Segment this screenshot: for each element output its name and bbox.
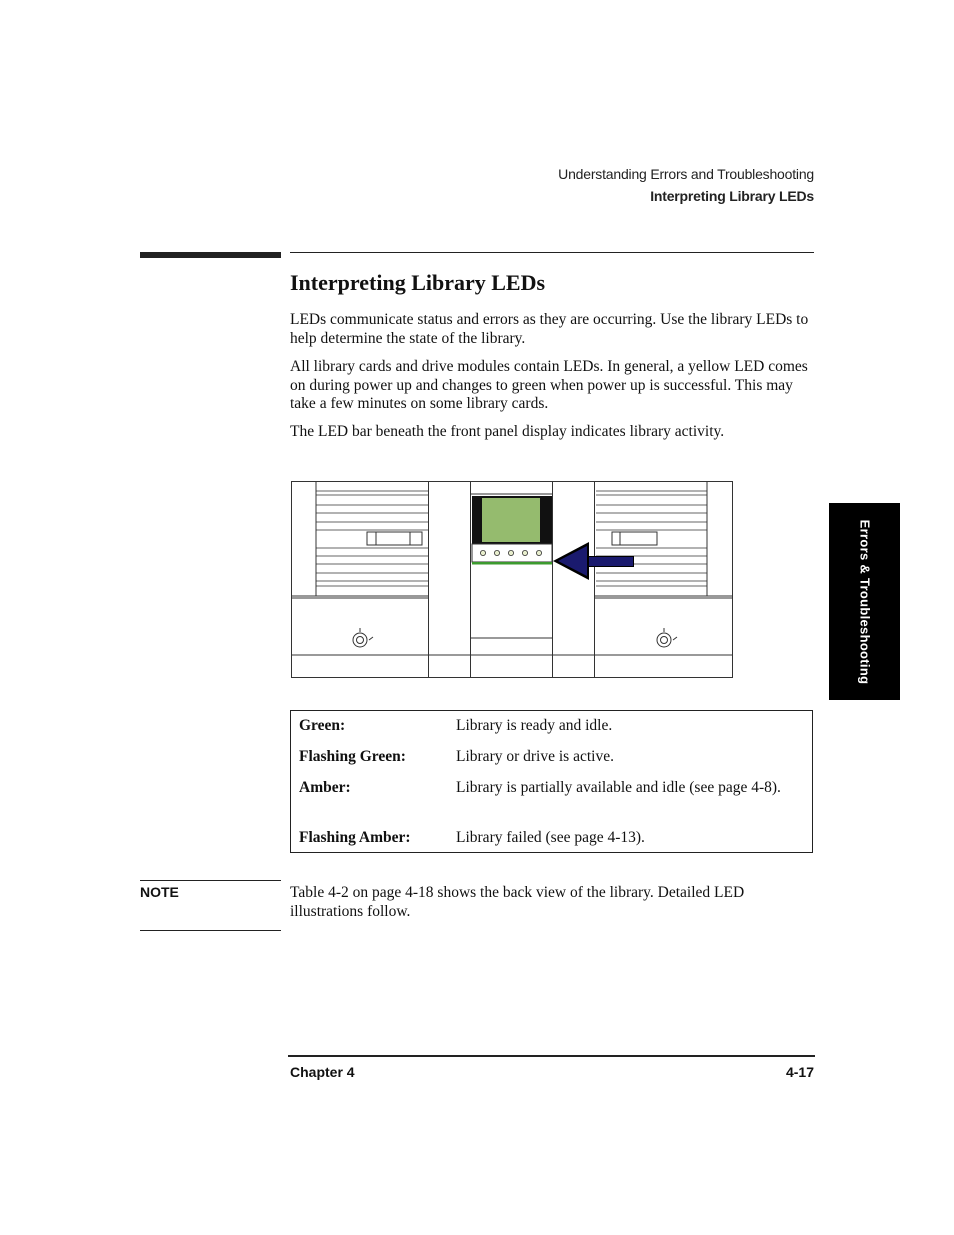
front-panel-display bbox=[482, 498, 540, 542]
note-label: NOTE bbox=[140, 884, 179, 900]
side-tab-label: Errors & Troubleshooting bbox=[857, 519, 872, 684]
running-header-section: Interpreting Library LEDs bbox=[650, 188, 814, 204]
note-rule-bottom bbox=[140, 930, 281, 931]
chapter-side-tab bbox=[829, 503, 900, 700]
section-rule-thick bbox=[140, 252, 281, 258]
led-state-description: Library or drive is active. bbox=[456, 748, 614, 765]
led-status-table bbox=[290, 710, 813, 853]
library-front-illustration bbox=[290, 480, 735, 680]
led-state-description: Library failed (see page 4-13). bbox=[456, 829, 645, 846]
section-rule-thin bbox=[290, 252, 814, 253]
led-state-label: Flashing Green: bbox=[299, 748, 406, 765]
paragraph-3: The LED bar beneath the front panel display indicates library activity. bbox=[290, 423, 725, 440]
led-state-description: Library is ready and idle. bbox=[456, 717, 613, 734]
led-state-label: Amber: bbox=[299, 779, 351, 796]
footer-page-number: 4-17 bbox=[785, 1064, 814, 1080]
paragraph-2: All library cards and drive modules contain LEDs. In general, a yellow LED comes on during power up and changes to green when power up is successful. This may take a few minutes on some library cards. bbox=[290, 358, 808, 412]
running-header-chapter: Understanding Errors and Troubleshooting bbox=[558, 166, 814, 182]
led-bar bbox=[472, 562, 552, 565]
led-state-label: Green: bbox=[299, 717, 346, 734]
note-rule-top bbox=[140, 880, 281, 881]
note-text: Table 4-2 on page 4-18 shows the back view of the library. Detailed LED illustrations follow. bbox=[290, 884, 745, 920]
paragraph-1: LEDs communicate status and errors as they are occurring. Use the library LEDs to help determine the state of the library. bbox=[290, 311, 809, 347]
led-state-label: Flashing Amber: bbox=[299, 829, 411, 846]
footer-chapter: Chapter 4 bbox=[290, 1064, 355, 1080]
section-title: Interpreting Library LEDs bbox=[290, 270, 546, 295]
footer-rule bbox=[288, 1055, 815, 1057]
led-state-description: Library is partially available and idle (see page 4-8). bbox=[456, 779, 781, 796]
